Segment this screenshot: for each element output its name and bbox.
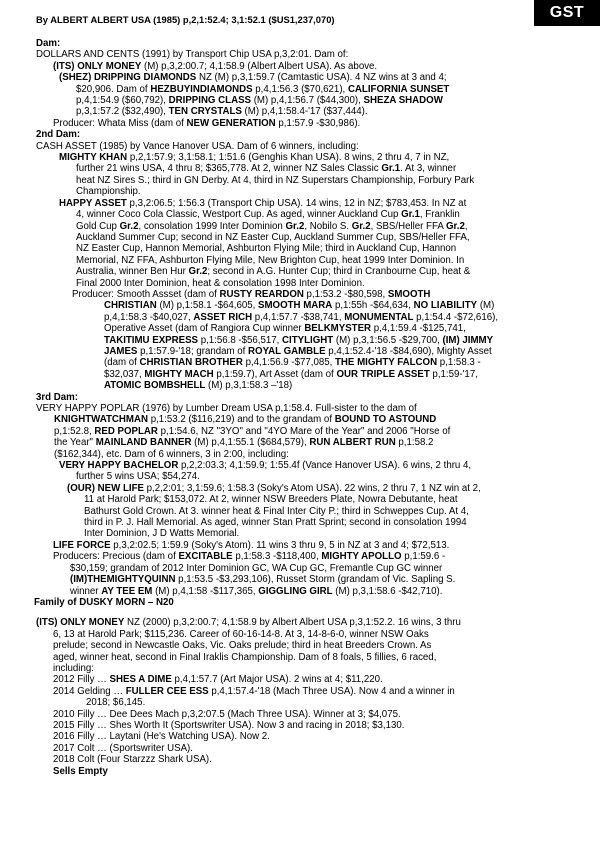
dam-line: DOLLARS AND CENTS (1991) by Transport Chip USA p,3,2:01. Dam of:	[36, 49, 349, 61]
whata-miss-producer: Producer: Whata Miss (dam of NEW GENERATION p,1:57.9 -$30,986).	[53, 117, 361, 129]
very-happy-bachelor-entry: VERY HAPPY BACHELOR p,2,2:03.3; 4,1:59.9; 1:55.4f (Vance Hanover USA). 6 wins, 2 thru 4, further 5 wins USA; $54,274.	[59, 460, 472, 483]
mighty-khan-entry: MIGHTY KHAN p,2,1:57.9; 3,1:58.1; 1:51.6 (Genghis Khan USA). 8 wins, 2 thru 4, 7 in NZ, further 21 wins USA, 4 thru 8; $365,778. At 2, winner NZ Sales Classic Gr.1. At 3, winner heat NZ Sires S.; third in GN Derby. At 4, third in NZ Superstars Championship, Forbury Park Championship.	[59, 152, 475, 198]
sire-header: By ALBERT ALBERT USA (1985) p,2,1:52.4; 3,1:52.1 ($US1,237,070)	[36, 14, 335, 25]
pedigree-content	[36, 38, 566, 777]
sells-empty: Sells Empty	[53, 765, 108, 777]
gst-badge: GST	[534, 0, 600, 26]
its-only-money-entry: (ITS) ONLY MONEY (M) p,3,2:00.7; 4,1:58.9 (Albert Albert USA). As above.	[53, 60, 378, 72]
producers-entry: Producers: Precious (dam of EXCITABLE p,1:58.3 -$118,400, MIGHTY APOLLO p,1:59.6 - $30,159; grandam of 2012 Inter Dominion GC, WA Cup GC, Fremantle Cup GC winner (IM)THEMIGHTYQUINN p,1:53.5 -$3,293,106), Russet Storm (grandam of Vic. Sapling S. winner AY TEE EM (M) p,4,1:58 -$117,365, GIGGLING GIRL (M) p,3,1:58.6 -$42,710).	[53, 551, 456, 597]
new-life-entry: (OUR) NEW LIFE p,2,2:01; 3,1:59.6; 1:58.3 (Soky's Atom USA). 22 wins, 2 thru 7, 1 NZ win at 2, 11 at Harold Park; $153,072. At 2, winner NSW Breeders Plate, Nowra Debutante, heat Bathurst Gold Crown. At 3. winner heat & Final Inter City P.; third in Schweppes Cup. At 4, third in P. J. Hall Memorial. As aged, winner Stan Pratt Sprint; second in consolation 1994 Inter Dominion, J D Watts Memorial.	[67, 482, 481, 540]
foal-2016: 2016 Filly … Laytani (He's Watching USA). Now 2.	[53, 731, 270, 743]
happy-asset-entry: HAPPY ASSET p,3,2:06.5; 1:56.3 (Transport Chip USA). 14 wins, 12 in NZ; $783,453. In NZ at 4, winner Coco Cola Classic, Westport Cup. As aged, winner Auckland Cup Gr.1, Franklin Gold Cup Gr.2, consolation 1999 Inter Dominion Gr.2, Nobilo S. Gr.2, SBS/Heller FFA Gr.2, Auckland Summer Cup; second in NZ Easter Cup, Auckland Summer Cup, SBS/Heller FFA, NZ Easter Cup, Hannon Memorial, Ashburton Flying Mile; third in Auckland Cup, Hannon Memorial, NZ FFA, Ashburton Flying Mile, New Brighton Cup, heat 1999 Inter Dominion. In Australia, winner Ben Hur Gr.2; second in A.G. Hunter Cup; third in Cranbourne Cup, heat & Final 2000 Inter Dominion, heat & consolation 1998 Inter Dominion.	[59, 197, 471, 289]
foal-2017: 2017 Colt … (Sportswriter USA).	[53, 742, 193, 754]
third-dam-heading: 3rd Dam:	[36, 391, 78, 403]
second-dam-heading: 2nd Dam:	[36, 129, 81, 141]
foal-2012: 2012 Filly … SHES A DIME p,4,1:57.7 (Art Major USA). 2 wins at 4; $11,220.	[53, 674, 383, 686]
dam-heading: Dam:	[36, 38, 61, 49]
foal-2018: 2018 Colt (Four Starzzz Shark USA).	[53, 754, 212, 766]
foal-2015: 2015 Filly … Shes Worth It (Sportswriter USA). Now 3 and racing in 2018; $3,130.	[53, 719, 405, 731]
third-dam-entry: VERY HAPPY POPLAR (1976) by Lumber Dream USA p,1:58.4. Full-sister to the dam of KNIGHTWATCHMAN p,1:53.2 ($116,219) and to the grandam of BOUND TO ASTOUND p,1:52.8, RED POPLAR p,1:54.6, NZ "3YO" and "4YO Mare of the Year" and 2006 "Horse of the Year" MAINLAND BANNER (M) p,4,1:55.1 ($684,579), RUN ALBERT RUN p,1:58.2 ($162,344), etc. Dam of 6 winners, 3 in 2:00, including:	[36, 403, 451, 460]
dripping-diamonds-entry: (SHEZ) DRIPPING DIAMONDS NZ (M) p,3,1:59.7 (Camtastic USA). 4 NZ wins at 3 and 4; $20,906. Dam of HEZBUYINDIAMONDS p,4,1:56.3 ($70,621), CALIFORNIA SUNSET p,4,1:54.9 ($60,792), DRIPPING CLASS (M) p,4,1:56.7 ($44,300), SHEZA SHADOW p,3,1:57.2 ($32,490), TEN CRYSTALS (M) p,4,1:58.4-'17 ($37,444).	[59, 72, 450, 118]
its-only-money-record: (ITS) ONLY MONEY NZ (2000) p,3,2:00.7; 4,1:58.9 by Albert Albert USA p,3,1:52.2. 16 wins, 3 thru 6, 13 at Harold Park; $115,236. Career of 60-16-14-8. At 3, 14-8-6-0, winner NSW Oaks prelude; second in Newcastle Oaks, Vic. Oaks prelude; third in heat Breeders Crown. As aged, winner heat, second in Final Iraklis Championship. Dam of 8 foals, 5 fillies, 6 raced, including:	[36, 617, 461, 674]
foal-2010: 2010 Filly … Dee Dees Mach p,3,2:07.5 (Mach Three USA). Winner at 3; $4,075.	[53, 708, 401, 720]
foal-2014: 2014 Gelding … FULLER CEE ESS p,4,1:57.4-'18 (Mach Three USA). Now 4 and a winner in 2018; $6,145.	[53, 685, 455, 709]
life-force-entry: LIFE FORCE p,3,2:02.5; 1:59.9 (Soky's Atom). 11 wins 3 thru 9, 5 in NZ at 3 and 4; $72,513.	[53, 539, 450, 551]
second-dam-line: CASH ASSET (1985) by Vance Hanover USA. Dam of 6 winners, including:	[36, 140, 359, 152]
smooth-asset-producer: Producer: Smooth Assset (dam of RUSTY REARDON p,1:53.2 -$80,598, SMOOTH CHRISTIAN (M) p,1:58.1 -$64,605, SMOOTH MARA p,1:55h -$64,634, NO LIABILITY (M) p,4,1:58.3 -$40,027, ASSET RICH p,4,1:57.7 -$38,741, MONUMENTAL p,1:54.4 -$72,616), Operative Asset (dam of Rangiora Cup winner BELKMYSTER p,4,1:59.4 -$125,741, TAKITIMU EXPRESS p,1:56.8 -$56,517, CITYLIGHT (M) p,3,1:56.5 -$29,700, (IM) JIMMY JAMES p,1:57.9-'18; grandam of ROYAL GAMBLE p,4,1:52.4-'18 -$84,690), Mighty Asset (dam of CHRISTIAN BROTHER p,4,1:56.9 -$77,085, THE MIGHTY FALCON p,1:58.3 - $32,037, MIGHTY MACH p,1:59.7), Art Asset (dam of OUR TRIPLE ASSET p,1:59-'17, ATOMIC BOMBSHELL (M) p,3,1:58.3 –'18)	[72, 288, 499, 392]
family-line: Family of DUSKY MORN – N20	[34, 596, 174, 608]
